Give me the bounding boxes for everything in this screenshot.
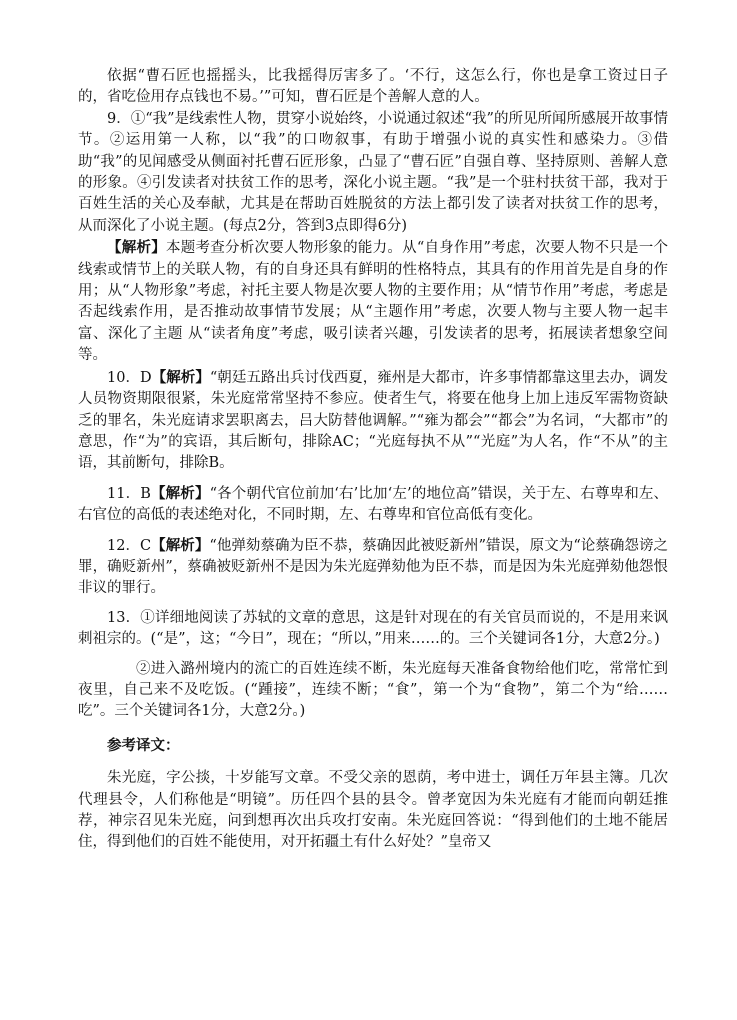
paragraph-answer-10 (78, 367, 668, 475)
paragraph-text: 依据“曹石匠也摇摇头，比我摇得厉害多了。‘不行，这怎么行，你也是拿工资过日子的，省吃俭用存点钱也不易。’”可知，曹石匠是个善解人意的人。 (78, 68, 668, 106)
paragraph-answer-13-1 (78, 608, 668, 651)
paragraph-answer-12 (78, 535, 668, 600)
paragraph-text: “朝廷五路出兵讨伐西夏，雍州是大都市，许多事情都靠这里去办，调发人员物资期限很紧，朱光庭常常坚持不参应。使者生气，将要在他身上加上违反军需物资缺乏的罪名，朱光庭请求罢职离去，吕大防替他调解。”“雍为都会”“都会”为名词，“大都市”的意思，作“为”的宾语，其后断句，排除AC；“光庭每执不从”“光庭”为人名，作“不从”的主语，其前断句，排除B。 (78, 369, 668, 472)
paragraph-text: 本题考查分析次要人物形象的能力。从“自身作用”考虑，次要人物不只是一个线索或情节上的关联人物，有的自身还具有鲜明的性格特点，其具有的作用首先是自身的作用；从“人物形象”考虑，衬托主要人物是次要人物的主要作用；从“情节作用”考虑，考虑是否起线索作用，是否推动故事情节发展；从“主题作用”考虑，次要人物与主要人物一起丰富、深化了主题 从“读者角度”考虑，吸引读者兴趣，引发读者的思考，拓展读者想象空间等。 (78, 240, 669, 364)
answer-lead: 11．B (107, 485, 151, 502)
analysis-tag: 【解析】 (151, 368, 210, 386)
paragraph-text: 13．①详细地阅读了苏轼的文章的意思，这是针对现在的有关官员而说的，不是用来讽刺祖宗的。(“是”，这；“今日”，现在；“所以，”用来……的。三个关键词各1分，大意2分。) (78, 609, 668, 648)
paragraph-p1 (78, 66, 668, 109)
section-heading-translation (78, 735, 668, 756)
paragraph-answer-13-2 (78, 659, 668, 723)
paragraph-text: ②进入潞州境内的流亡的百姓连续不断，朱光庭每天准备食物给他们吃，常常忙到夜里，自己来不及吃饭。(“踵接”，连续不断；“食”，第一个为“食物”，第二个为“给……吃”。三个关键词各1分，大意2分。) (78, 660, 668, 720)
analysis-tag: 【解析】 (151, 536, 210, 554)
analysis-tag: 【解析】 (150, 484, 210, 502)
paragraph-text: 9．①“我”是线索性人物，贯穿小说始终，小说通过叙述“我”的所见所闻所感展开故事情节。②运用第一人称，以“我”的口吻叙事，有助于增强小说的真实性和感染力。③借助“我”的见闻感受从侧面衬托曹石匠形象，凸显了“曹石匠”自强自尊、坚持原则、善解人意的形象。④引发读者对扶贫工作的思考，深化小说主题。“我”是一个驻村扶贫干部，我对于百姓生活的关心及奉献，尤其是在帮助百姓脱贫的方法上都引发了读者对扶贫工作的思考，从而深化了小说主题。(每点2分，答到3点即得6分) (78, 110, 668, 234)
paragraph-text: “他弹劾蔡确为臣不恭，蔡确因此被贬新州”错误，原文为“论蔡确怨谤之罪，确贬新州”，蔡确被贬新州不是因为朱光庭弹劾他为臣不恭，而是因为朱光庭弹劾他怨恨非议的罪行。 (78, 537, 668, 597)
paragraph-analysis-9 (78, 237, 668, 366)
heading-text: 参考译文： (107, 736, 180, 754)
answer-lead: 12．C (107, 537, 152, 554)
answer-lead: 10．D (107, 369, 152, 386)
paragraph-answer-11 (78, 483, 668, 527)
paragraph-answer-9 (78, 109, 668, 237)
paragraph-text: “各个朝代官位前加‘右’比加‘左’的地位高”错误，关于左、右尊卑和左、右官位的高低的表述绝对化，不同时期，左、右尊卑和官位高低有变化。 (78, 485, 669, 524)
paragraph-text: 朱光庭，字公掞，十岁能写文章。不受父亲的恩荫，考中进士，调任万年县主簿。几次代理县令，人们称他是“明镜”。历任四个县的县令。曾孝宽因为朱光庭有才能而向朝廷推荐，神宗召见朱光庭，问到想再次出兵攻打安南。朱光庭回答说：“得到他们的土地不能居住，得到他们的百姓不能使用，对开拓疆土有什么好处？”皇帝又 (78, 770, 668, 851)
paragraph-translation (78, 768, 668, 854)
analysis-tag: 【解析】 (107, 239, 167, 257)
document-page (78, 66, 668, 854)
